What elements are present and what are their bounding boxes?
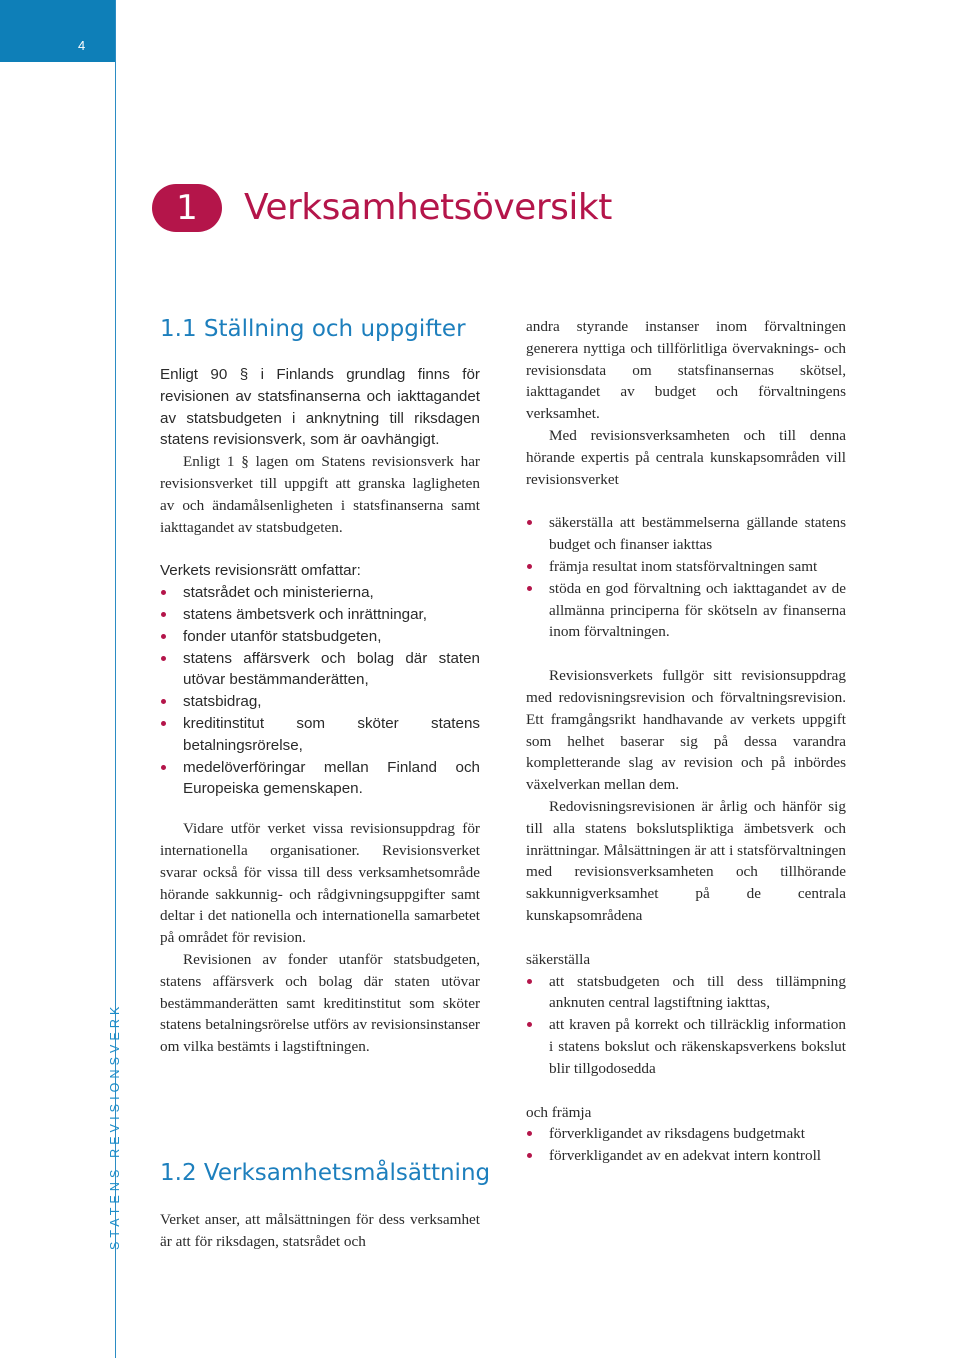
right-column bbox=[526, 316, 846, 1167]
paragraph: andra styrande instanser inom förvaltningen generera nyttiga och tillförlitliga övervaknings- och revisionsdata om statsfinansernas skötsel, iakttagandet av budget och förvaltningens verksamhet. bbox=[526, 318, 846, 423]
chapter-title: Verksamhetsöversikt bbox=[244, 187, 612, 228]
list-item: stöda en god förvaltning och iakttagandet av de allmänna principerna för skötseln av finanserna inom förvaltningen. bbox=[526, 578, 846, 643]
paragraph: Med revisionsverksamheten och till denna hörande expertis på centrala kunskapsområden vill revisionsverket bbox=[526, 426, 846, 488]
section-heading-1-1: 1.1 Ställning och uppgifter bbox=[160, 316, 466, 342]
list-item: statens ämbetsverk och inrättningar, bbox=[160, 604, 480, 626]
list-item: att kraven på korrekt och tillräcklig information i statens bokslut och räkenskapsverkens bokslut blir tillgodosedda bbox=[526, 1014, 846, 1079]
chapter-number-badge: 1 bbox=[152, 184, 222, 232]
list-intro: och främja bbox=[526, 1103, 592, 1121]
list-item: att statsbudgeten och till dess tillämpning anknuten central lagstiftning iakttas, bbox=[526, 971, 846, 1015]
left-column bbox=[160, 364, 480, 1058]
bullet-list bbox=[526, 1123, 846, 1167]
paragraph: Verket anser, att målsättningen för dess verksamhet är att för riksdagen, statsrådet och bbox=[160, 1211, 480, 1250]
paragraph: Revisionen av fonder utanför statsbudgeten, statens affärsverk och bolag där staten utövar bestämmanderätten samt kreditinstitut som sköter statens betalningsrörelse utförs av revisionsinstanser om vilka bestämts i lagstiftningen. bbox=[160, 950, 480, 1056]
list-item: statsrådet och ministerierna, bbox=[160, 582, 480, 604]
bullet-list bbox=[526, 512, 846, 643]
list-item: förverkligandet av riksdagens budgetmakt bbox=[526, 1123, 846, 1145]
bullet-list bbox=[160, 582, 480, 800]
list-item: säkerställa att bestämmelserna gällande statens budget och finanser iakttas bbox=[526, 512, 846, 556]
list-intro: Verkets revisionsrätt omfattar: bbox=[160, 562, 361, 580]
list-item: statens affärsverk och bolag där staten utövar bestämmanderätten, bbox=[160, 648, 480, 692]
paragraph: Revisionsverkets fullgör sitt revisionsuppdrag med redovisningsrevision och förvaltningsrevision. Ett framgångsrikt handhavande av verkets uppgift som helhet baserar sig på dessa varandra kompletterande slag av revision och på inbördes växelverkan mellan dem. bbox=[526, 667, 846, 794]
paragraph: Vidare utför verket vissa revisionsuppdrag för internationella organisationer. Revisionsverket svarar också för vissa till dess verksamhetsområde hörande sakkunnig- och rådgivningsuppgifter samt deltar i det nationella och internationella samarbetet på området för revision. bbox=[160, 820, 480, 947]
list-item: statsbidrag, bbox=[160, 691, 480, 713]
bullet-list bbox=[526, 971, 846, 1080]
left-column-bottom bbox=[160, 1209, 480, 1253]
list-item: kreditinstitut som sköter statens betalningsrörelse, bbox=[160, 713, 480, 757]
paragraph: Enligt 90 § i Finlands grundlag finns för revisionen av statsfinanserna och iakttagandet av statsbudgeten i anknytning till riksdagen statens revisionsverk, som är oavhängigt. bbox=[160, 366, 480, 449]
sidebar-label: STATENS REVISIONSVERK bbox=[108, 1002, 122, 1250]
section-heading-1-2: 1.2 Verksamhetsmålsättning bbox=[160, 1160, 491, 1186]
list-item: medelöverföringar mellan Finland och Europeiska gemenskapen. bbox=[160, 757, 480, 801]
page-number: 4 bbox=[78, 38, 86, 53]
paragraph: Enligt 1 § lagen om Statens revisionsverk har revisionsverket till uppgift att granska lagligheten av och ändamålsenligheten i statsfinanserna samt iakttagandet av statsbudgeten. bbox=[160, 453, 480, 536]
page-number-box bbox=[0, 0, 115, 62]
list-item: fonder utanför statsbudgeten, bbox=[160, 626, 480, 648]
list-intro: säkerställa bbox=[526, 950, 591, 968]
paragraph: Redovisningsrevisionen är årlig och hänför sig till alla statens bokslutspliktiga ämbetsverk och inrättningar. Målsättningen är att i statsförvaltningen med revisionsverksamheten och tillhörande sakkunnigverksamhet på de centrala kunskapsområdena bbox=[526, 797, 846, 924]
list-item: främja resultat inom statsförvaltningen samt bbox=[526, 556, 846, 578]
list-item: förverkligandet av en adekvat intern kontroll bbox=[526, 1145, 846, 1167]
